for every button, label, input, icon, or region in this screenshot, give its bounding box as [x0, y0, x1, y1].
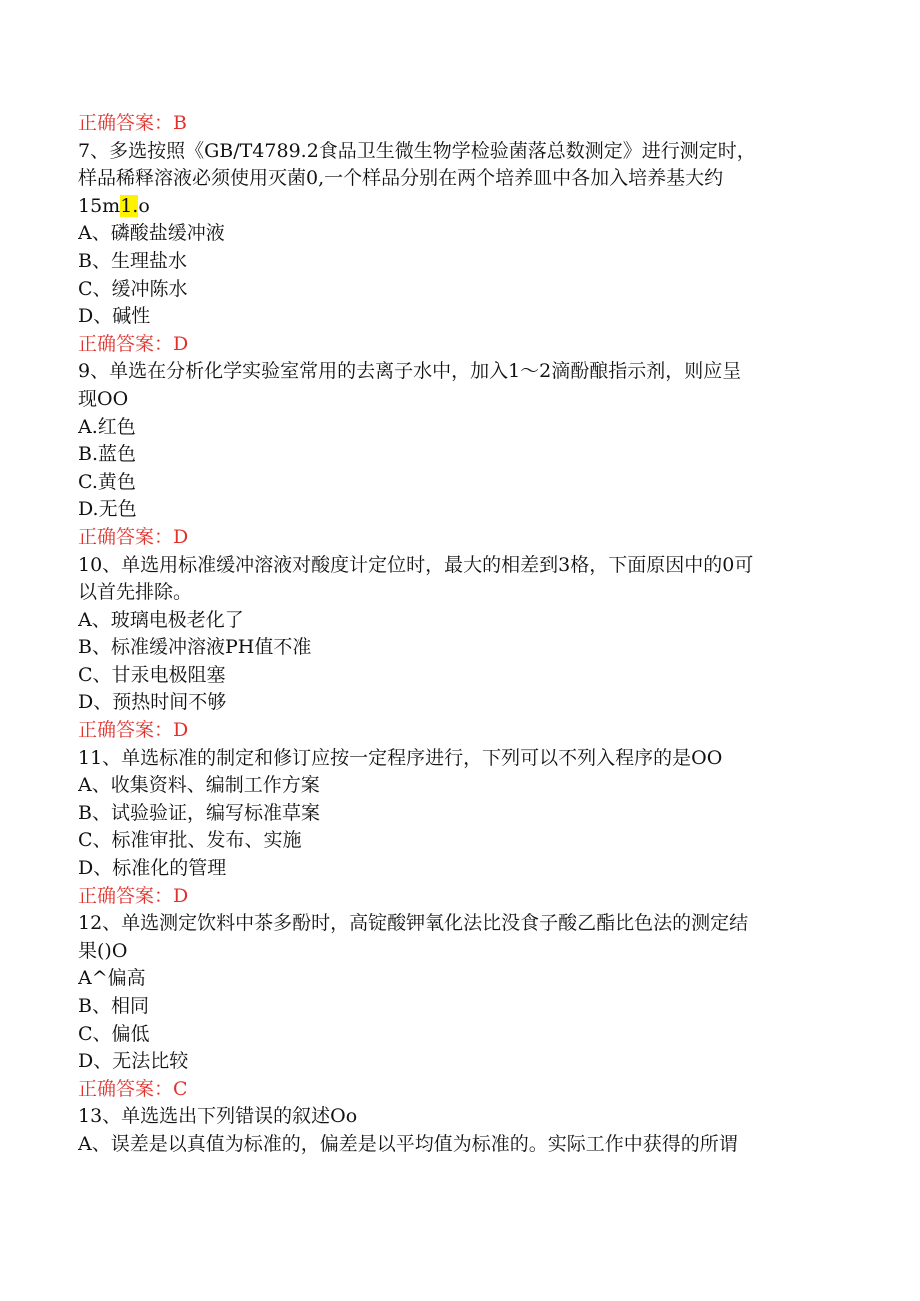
question-text-line: 13、单选选出下列错误的叙述Oo	[78, 1105, 358, 1128]
answer-line	[78, 1076, 848, 1104]
question-text-line: 9、单选在分析化学实验室常用的去离子水中，加入1～2滴酚酿指示剂，则应呈	[78, 360, 742, 383]
option-line: A、误差是以真值为标准的，偏差是以平均值为标准的。实际工作中获得的所谓	[78, 1132, 738, 1155]
answer-line	[78, 110, 848, 138]
option-line: A^偏高	[78, 967, 146, 990]
option-line: D、碱性	[78, 305, 151, 328]
option-line: B、相同	[78, 995, 149, 1017]
question-text-segment: 15m	[78, 194, 121, 217]
question-text-line	[78, 193, 848, 221]
option-line: A、磷酸盐缓冲液	[78, 222, 225, 245]
option-line: D.无色	[78, 498, 137, 521]
answer-prefix: 正确答案：	[78, 1077, 174, 1100]
option-line: A、收集资料、编制工作方案	[78, 774, 320, 797]
option-line: C、甘汞电极阻塞	[78, 663, 226, 686]
answer-value: C	[173, 1077, 188, 1100]
document-page	[78, 110, 848, 1159]
answer-value: D	[173, 525, 189, 548]
answer-prefix: 正确答案：	[78, 525, 174, 548]
question-text-line: 10、单选用标准缓冲溶液对酸度计定位时，最大的相差到3格，下面原因中的0可	[78, 553, 754, 576]
answer-prefix: 正确答案：	[78, 332, 174, 355]
option-line: A.红色	[78, 415, 136, 438]
question-text-line: 果()O	[78, 939, 128, 962]
answer-prefix: 正确答案：	[78, 719, 174, 742]
option-line: B.蓝色	[78, 443, 137, 466]
option-line: D、无法比较	[78, 1050, 189, 1073]
option-line: C.黄色	[78, 470, 136, 493]
answer-line	[78, 883, 848, 911]
answer-prefix: 正确答案：	[78, 112, 174, 134]
option-line: C、缓冲陈水	[78, 277, 188, 300]
answer-value: B	[173, 112, 187, 134]
question-text-line: 样品稀释溶液必须使用灭菌0,一个样品分别在两个培养皿中各加入培养基大约	[78, 167, 724, 190]
question-text-line: 7、多选按照《GB/T4789.2食品卫生微生物学检验菌落总数测定》进行测定时，	[78, 139, 756, 162]
answer-value: D	[173, 884, 189, 907]
option-line: A、玻璃电极老化了	[78, 608, 244, 631]
answer-line	[78, 331, 848, 359]
question-text-line: 11、单选标准的制定和修订应按一定程序进行，下列可以不列入程序的是OO	[78, 746, 723, 769]
option-line: D、预热时间不够	[78, 691, 227, 714]
answer-prefix: 正确答案：	[78, 884, 174, 907]
option-line: C、标准审批、发布、实施	[78, 829, 302, 852]
answer-value: D	[173, 332, 189, 355]
answer-line	[78, 717, 848, 745]
option-line: D、标准化的管理	[78, 857, 227, 880]
option-line: B、标准缓冲溶液PH值不准	[78, 636, 312, 659]
answer-value: D	[173, 719, 189, 742]
question-text-line: 12、单选测定饮料中茶多酚时，高锭酸钾氧化法比没食子酸乙酯比色法的测定结	[78, 912, 749, 935]
highlighted-text: 1.	[120, 194, 139, 217]
question-text-line: 以首先排除。	[78, 581, 193, 604]
option-line: B、生理盐水	[78, 249, 187, 272]
question-text-line: 现OO	[78, 387, 129, 410]
option-line: C、偏低	[78, 1022, 150, 1045]
answer-line	[78, 524, 848, 552]
question-text-segment: o	[138, 194, 150, 217]
option-line: B、试验验证，编写标准草案	[78, 801, 320, 824]
